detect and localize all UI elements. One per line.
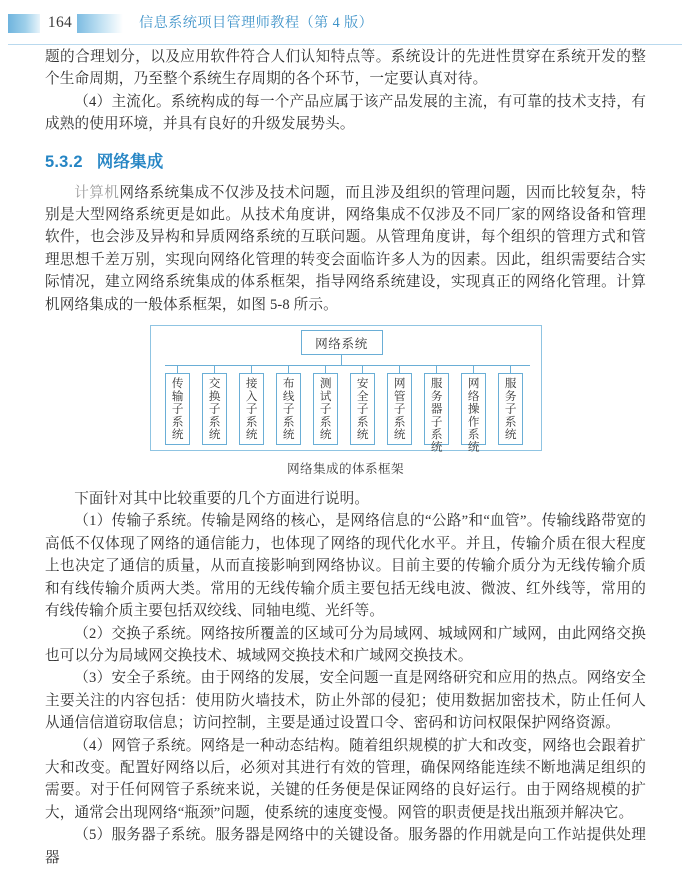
diagram-leaf-label: 服务器子系统	[429, 377, 443, 454]
paragraph-lead-in: 下面针对其中比较重要的几个方面进行说明。	[74, 491, 370, 508]
diagram-leaf-node	[387, 373, 412, 445]
diagram-leaf-node	[202, 373, 227, 445]
diagram-drop-line	[399, 365, 400, 373]
header-gradient-block-left	[8, 14, 40, 33]
paragraph-network-integration-intro	[45, 182, 646, 316]
page-content	[45, 46, 646, 869]
diagram-drop-line	[473, 365, 474, 373]
intro-rest-text: 网络系统集成不仅涉及技术问题，而且涉及组织的管理问题，因而比较复杂，特别是大型网络系统更是如此。从技术角度讲，网络集成不仅涉及不同厂家的网络设备和管理软件，也会涉及异构和异质网络系统的互联问题。从管理角度讲，每个组织的管理方式和管理思想千差万别，实现向网络化管理的转变会面临许多人为的因素。因此，组织需要结合实际情况，建立网络系统集成的体系框架，指导网络系统建设，实现真正的网络化管理。计算机网络集成的一般体系框架，如图 5-8 所示。	[45, 184, 646, 313]
figure-caption: 网络集成的体系框架	[287, 462, 404, 477]
header-gradient-block-right	[77, 14, 123, 33]
paragraph-network-management-subsystem: （4）网管子系统。网络是一种动态结构。随着组织规模的扩大和改变，网络也会跟着扩大和改变。配置好网络以后，必须对其进行有效的管理，确保网络能连续不断地满足组织的需要。对于任何网管子系统来说，关键的任务便是保证网络的良好运行。由于网络规模的扩大，通常会出现网络“瓶颈”问题，使系统的速度变慢。网管的职责便是找出瓶颈并解决它。	[45, 737, 646, 821]
diagram-leaf-node	[350, 373, 375, 445]
diagram-leaf-label: 测试子系统	[318, 377, 332, 441]
diagram-leaf-node	[313, 373, 338, 445]
section-title: 网络集成	[96, 152, 164, 171]
diagram-leaf-label: 交换子系统	[207, 377, 221, 441]
diagram-drop-line	[214, 365, 215, 373]
paragraph-transmission-subsystem: （1）传输子系统。传输是网络的核心，是网络信息的“公路”和“血管”。传输线路带宽的高低不仅体现了网络的通信能力，也体现了网络的现代化水平。并且，传输介质在很大程度上也决定了通信的质量，从而直接影响到网络协议。目前主要的传输介质分为无线传输介质和有线传输介质两大类。常用的无线传输介质主要包括无线电波、微波、红外线等，常用的有线传输介质主要包括双绞线、同轴电缆、光纤等。	[45, 513, 646, 620]
paragraph-switching-subsystem: （2）交换子系统。网络按所覆盖的区域可分为局域网、城域网和广域网，由此网络交换也可以分为局域网交换技术、城域网交换技术和广域网交换技术。	[45, 625, 646, 664]
paragraph-mainstream: （4）主流化。系统构成的每一个产品应属于该产品发展的主流，有可靠的技术支持，有成熟的使用环境，并具有良好的升级发展势头。	[45, 93, 646, 133]
paragraph-intro-continued: 题的合理划分，以及应用软件符合人们认知特点等。系统设计的先进性贯穿在系统开发的整个生命周期，乃至整个系统生存周期的各个环节，一定要认真对待。	[45, 49, 646, 88]
diagram-leaf-label: 传输子系统	[170, 377, 184, 441]
diagram-drop-line	[510, 365, 511, 373]
diagram-leaf-label: 服务子系统	[503, 377, 517, 441]
paragraph-security-subsystem: （3）安全子系统。由于网络的发展，安全问题一直是网络研究和应用的热点。网络安全主要关注的内容包括：使用防火墙技术，防止外部的侵犯；使用数据加密技术，防止任何人从通信信道窃取信息；访问控制，主要是通过设置口令、密码和访问权限保护网络资源。	[45, 670, 646, 732]
diagram-leaf-node	[239, 373, 264, 445]
diagram-drop-line	[436, 365, 437, 373]
diagram-leaf-label: 布线子系统	[281, 377, 295, 441]
section-heading	[45, 150, 646, 174]
diagram-drop-line	[251, 365, 252, 373]
diagram-leaf-node	[498, 373, 523, 445]
diagram-leaf-label: 网络操作系统	[466, 377, 480, 454]
book-title: 信息系统项目管理师教程（第 4 版）	[139, 15, 374, 31]
diagram-drop-line	[177, 365, 178, 373]
header-divider	[8, 44, 682, 45]
diagram-leaf-node	[165, 373, 190, 445]
paragraph-server-subsystem: （5）服务器子系统。服务器是网络中的关键设备。服务器的作用就是向工作站提供处理器	[45, 827, 646, 866]
diagram-leaf-label: 安全子系统	[355, 377, 369, 441]
diagram-leaf-label: 网管子系统	[392, 377, 406, 441]
diagram-leaf-label: 接入子系统	[244, 377, 258, 441]
diagram-root-node	[301, 330, 383, 355]
diagram-connector-bus	[165, 365, 530, 366]
diagram-root-label: 网络系统	[315, 337, 368, 352]
page-header	[0, 11, 690, 39]
diagram-drop-line	[325, 365, 326, 373]
diagram-leaf-node	[424, 373, 449, 454]
diagram-leaf-node	[461, 373, 486, 454]
network-integration-diagram	[150, 325, 542, 454]
page-number: 164	[47, 14, 73, 31]
diagram-drop-line	[362, 365, 363, 373]
faded-lead-text: 计算机	[74, 184, 120, 201]
section-number: 5.3.2	[45, 152, 83, 171]
figure-5-8	[45, 325, 646, 478]
diagram-drop-line	[288, 365, 289, 373]
diagram-leaf-node	[276, 373, 301, 445]
